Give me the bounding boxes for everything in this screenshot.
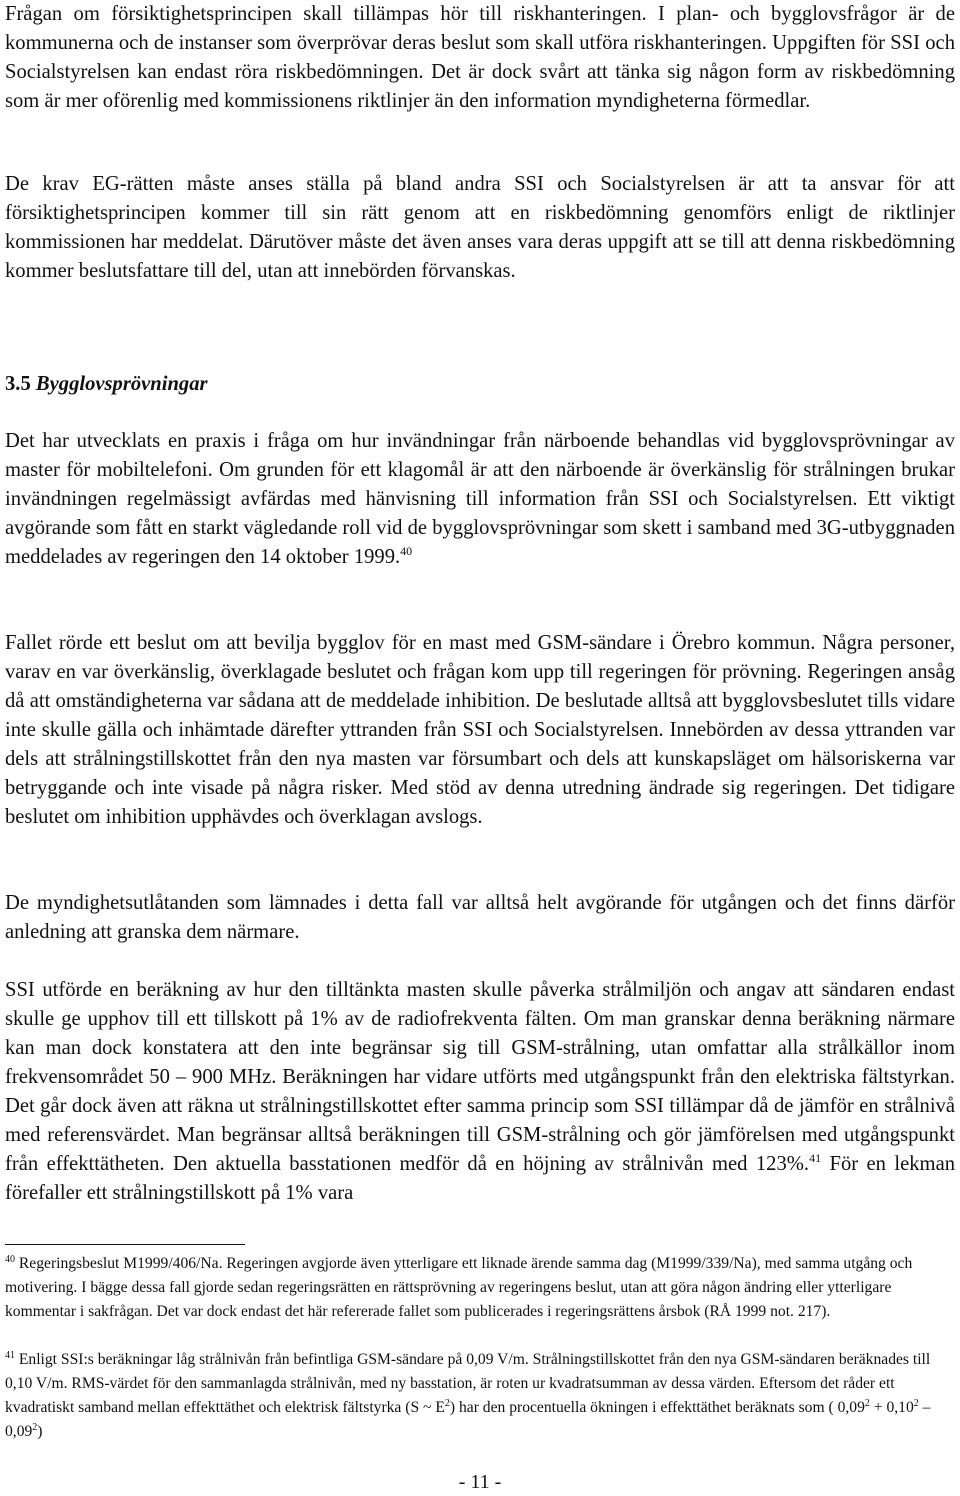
footnote-41-exponent: 2 bbox=[913, 1398, 919, 1409]
footnote-41-formula-start: ) har den procentuella ökningen i effekttäthet beräknats som ( 0,09 bbox=[449, 1399, 865, 1416]
footnote-40-number: 40 bbox=[5, 1254, 15, 1265]
paragraph-ssi-text-a: SSI utförde en beräkning av hur den tilltänkta masten skulle påverka strålmiljön och angav att sändaren endast skulle ge upphov till ett tillskott på 1% av de radiofrekventa fälten. Om man granskar denna beräkning närmare kan man dock konstatera att den inte begränsar sig till GSM-strålning, utan omfattar alla strålkällor inom frekvensområdet 50 – 900 MHz. Beräkningen har vidare utförts med utgångspunkt från den elektriska fältstyrkan. Det går dock även att räkna ut strålningstillskottet efter samma princip som SSI tillämpar då de jämför en strålnivå med referensvärdet. Man begränsar alltså beräkningen till GSM-strålning och gör jämförelsen med utgångspunkt från effekttätheten. Den aktuella basstationen medför då en höjning av strålnivån med 123%. bbox=[5, 979, 955, 1175]
footnote-41-formula-end: ) bbox=[37, 1423, 43, 1440]
paragraph-fallet: Fallet rörde ett beslut om att bevilja bygglov för en mast med GSM-sändare i Örebro kommun. Några personer, varav en var överkänslig, överklagade beslutet och frågan kom upp till regeringen för prövning. Regeringen ansåg då att omständigheterna var sådana att de meddelade inhibition. De beslutade alltså att bygglovsbeslutet tills vidare inte skulle gälla och inhämtade därefter yttranden från SSI och Socialstyrelsen. Innebörden av dessa yttranden var dels att strålningstillskottet från den nya masten var försumbart och dels att kunskapsläget om hälsoriskerna var betryggande och inte visade på några risker. Med stöd av denna utredning ändrade sig regeringen. Det tidigare beslutet om inhibition upphävdes och överklagan avslogs. bbox=[5, 632, 955, 828]
paragraph-eg-ratten: De krav EG-rätten måste anses ställa på bland andra SSI och Socialstyrelsen är att ta ansvar för att försiktighetsprincipen kommer till sin rätt genom att en riskbedömning genomförs enligt de riktlinjer kommissionen har meddelat. Därutöver måste det även anses vara deras uppgift att se till att denna riskbedömning kommer beslutsfattare till del, utan att innebörden förvanskas. bbox=[5, 173, 955, 282]
paragraph-riskhantering: Frågan om försiktighetsprincipen skall tillämpas hör till riskhanteringen. I plan- och bygglovsfrågor är de kommunerna och de instanser som överprövar deras beslut som skall utföra riskhanteringen. Uppgiften för SSI och Socialstyrelsen kan endast röra riskbedömningen. Det är dock svårt att tänka sig någon form av riskbedömning som är mer oförenlig med kommissionens riktlinjer än den information myndigheterna förmedlar. bbox=[5, 3, 955, 112]
section-title: Bygglovsprövningar bbox=[35, 373, 208, 395]
paragraph-myndighetsutlatanden: De myndighetsutlåtanden som lämnades i detta fall var alltså helt avgörande för utgången och det finns därför anledning att granska dem närmare. bbox=[5, 892, 955, 943]
section-heading bbox=[5, 370, 208, 399]
paragraph-ssi-text-b: För en lekman förefaller ett strålningstillskott på 1% vara bbox=[5, 1153, 956, 1204]
footnote-41-exponent: 2 bbox=[32, 1422, 38, 1433]
footnote-40 bbox=[5, 1252, 955, 1324]
footnote-40-text: Regeringsbeslut M1999/406/Na. Regeringen avgjorde även ytterligare ett liknade ärende samma dag (M1999/339/Na), med samma utgång och motivering. I bägge dessa fall gjorde sedan regeringsrätten en rättsprövning av regeringens beslut, utan att göra någon ändring eller ytterligare kommentar i sakfrågan. Det var dock endast det här refererade fallet som publicerades i regeringsrättens årsbok (RÅ 1999 not. 217). bbox=[5, 1255, 913, 1320]
footnote-separator bbox=[5, 1244, 245, 1245]
paragraph-ssi-berakning bbox=[5, 976, 955, 1208]
paragraph-praxis bbox=[5, 427, 955, 572]
section-number: 3.5 bbox=[5, 373, 31, 395]
footnote-41-number: 41 bbox=[5, 1350, 15, 1361]
page-number: - 11 - bbox=[458, 1471, 502, 1493]
footnote-41 bbox=[5, 1348, 955, 1444]
footnote-ref-40[interactable]: 40 bbox=[400, 544, 413, 558]
footnote-41-formula-mid2: – 0,09 bbox=[5, 1399, 931, 1440]
footnote-41-exponent: 2 bbox=[444, 1398, 450, 1409]
footnote-ref-41[interactable]: 41 bbox=[809, 1151, 822, 1165]
footnote-41-formula-mid: + 0,10 bbox=[869, 1399, 914, 1416]
footnote-41-text: Enligt SSI:s beräkningar låg strålnivån från befintliga GSM-sändare på 0,09 V/m. Strålningstillskottet från den nya GSM-sändaren beräknades till 0,10 V/m. RMS-värdet för den sammanlagda strålnivån, med ny basstation, är roten ur kvadratsumman av dessa värden. Eftersom det råder ett kvadratiskt samband mellan effekttäthet och elektrisk fältstyrka (S ~ E bbox=[5, 1351, 931, 1416]
footnote-41-exponent: 2 bbox=[864, 1398, 870, 1409]
paragraph-praxis-text: Det har utvecklats en praxis i fråga om hur invändningar från närboende behandlas vid bygglovsprövningar av master för mobiltelefoni. Om grunden för ett klagomål är att den närboende är överkänslig för strålningen brukar invändningen regelmässigt avfärdas med hänvisning till information från SSI och Socialstyrelsen. Ett viktigt avgörande som fått en starkt vägledande roll vid de bygglovsprövningar som skett i samband med 3G-utbyggnaden meddelades av regeringen den 14 oktober 1999. bbox=[5, 430, 955, 568]
